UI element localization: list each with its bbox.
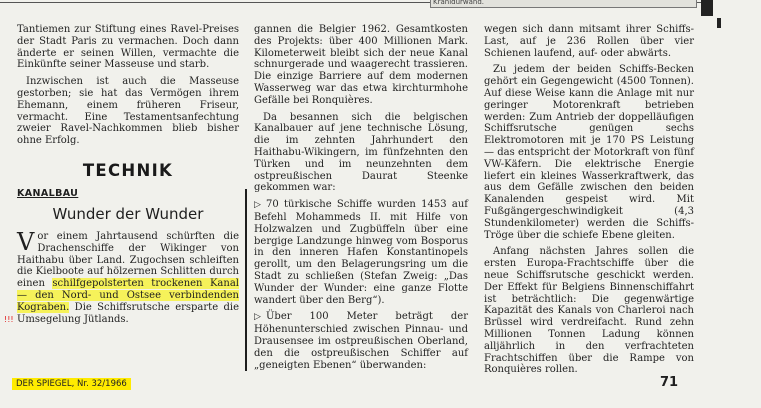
column-3 bbox=[484, 24, 694, 381]
col2-paragraph-2: Da besannen sich die belgischen Kanalbauer auf jene technische Lösung, die im zehnten Jahrhundert den Haithabu-Wikingern, im fünfzehnten den Türken und im neunzehnten dem ostpreußischen Daurat Steenke gekommen war: bbox=[254, 111, 468, 194]
col2-paragraph-1: gannen die Belgier 1962. Gesamtkosten des Projekts: über 400 Millionen Mark. Kilometerweit bleibt sich der neue Kanal schnurgerade und waagerecht trassieren. Die einzige Barriere auf dem modernen Wasserweg war das etwa kirchturmhohe Gefälle bei Ronquières. bbox=[254, 24, 468, 106]
right-edge-mark bbox=[717, 18, 721, 28]
col1-p3-text-a: or einem Jahrtausend schürften die Drachenschiffe der Wikinger von Haithabu über Land. Zugochsen schleiften die Kielboote auf hölzernen Schlitten durch einen bbox=[17, 230, 239, 290]
col1-paragraph-2: Inzwischen ist auch die Masseuse gestorben; sie hat das Vermögen ihrem Ehemann, einem früheren Friseur, vermacht. Eine Testamentsanfechtung zweier Ravel-Nachkommen blieb bisher ohne Erfolg. bbox=[17, 76, 239, 147]
col3-paragraph-2: Zu jedem der beiden Schiffs-Becken gehört ein Gegengewicht (4500 Tonnen). Auf diese Weise kann die Anlage mit nur geringer Motorenkraft betrieben werden: Zum Antrieb der doppelläufigen Schiffsrutsche genügen sechs Elektromotoren mit je 170 PS Leistung — das entspricht der Motorkraft von fünf VW-Käfern. Die elektrische Energie liefert ein kleines Wasserkraftwerk, das aus dem Gefälle zwischen den beiden Kanalenden gespeist wird. Mit Fußgängergeschwindigkeit (4,3 Stundenkilometer) werden die Schiffs-Tröge über die schiefe Ebene gleiten. bbox=[484, 64, 694, 241]
col1-paragraph-3 bbox=[17, 227, 239, 325]
column-1 bbox=[17, 24, 239, 330]
article-headline: Wunder der Wunder bbox=[52, 204, 204, 223]
top-caption-text: Kranidurwand. bbox=[433, 0, 485, 6]
col3-paragraph-1: wegen sich dann mitsamt ihrer Schiffs-Last, auf je 236 Rollen über vier Schienen laufend, auf- oder abwärts. bbox=[484, 24, 694, 59]
column-2 bbox=[254, 24, 468, 376]
col2-bullet-1 bbox=[254, 199, 468, 306]
margin-bar bbox=[245, 189, 247, 371]
margin-marker: !!! bbox=[4, 315, 14, 324]
page-number: 71 bbox=[660, 375, 679, 390]
drop-cap: V bbox=[17, 227, 35, 256]
col2-bullet-2-text: Über 100 Meter beträgt der Höhenunterschied zwischen Pinnau- und Drausensee im ostpreußischen Oberland, den die ostpreußischen Schiffer auf „geneigten Ebenen“ überwanden: bbox=[254, 311, 468, 371]
article-kicker: KANALBAU bbox=[17, 187, 79, 199]
highlighted-text: schilfgepolsterten trockenen Kanal — den Nord- und Ostsee verbindenden Kograben. bbox=[17, 278, 239, 313]
triangle-bullet-icon: ▷ bbox=[254, 200, 261, 211]
col1-paragraph-1: Tantiemen zur Stiftung eines Ravel-Preises der Stadt Paris zu vermachen. Doch dann änderte er seinen Willen, vermachte die Einkünfte seiner Masseuse und starb. bbox=[17, 24, 239, 71]
section-heading: TECHNIK bbox=[82, 160, 174, 180]
col2-bullet-2 bbox=[254, 311, 468, 371]
issue-label: DER SPIEGEL, Nr. 32/1966 bbox=[12, 378, 131, 390]
triangle-bullet-icon: ▷ bbox=[254, 312, 261, 323]
col1-p3-text-b: Die Schiffsrutsche ersparte die Umsegelung Jütlands. bbox=[17, 301, 239, 325]
corner-mark bbox=[701, 0, 713, 16]
col2-bullet-1-text: 70 türkische Schiffe wurden 1453 auf Befehl Mohammeds II. mit Hilfe von Holzwalzen und Zugbüffeln über eine bergige Landzunge hinweg vom Bosporus in den inneren Hafen Konstantinopels gerollt, um den Belagerungsring um die Stadt zu schließen (Stefan Zweig: „Das Wunder der Wunder: eine ganze Flotte wandert über den Berg“). bbox=[254, 199, 468, 306]
col3-paragraph-3: Anfang nächsten Jahres sollen die ersten Europa-Frachtschiffe über die neue Schiffsrutsche geschickt werden. Der Effekt für Belgiens Binnenschiffahrt ist beträchtlich: Die gegenwärtige Kapazität des Kanals von Charleroi nach Brüssel wird verdreifacht. Rund zehn Millionen Tonnen Ladung können alljährlich in den verfrachteten Frachtschiffen über die Rampe von Ronquières rollen. bbox=[484, 246, 694, 376]
top-border bbox=[0, 0, 761, 14]
